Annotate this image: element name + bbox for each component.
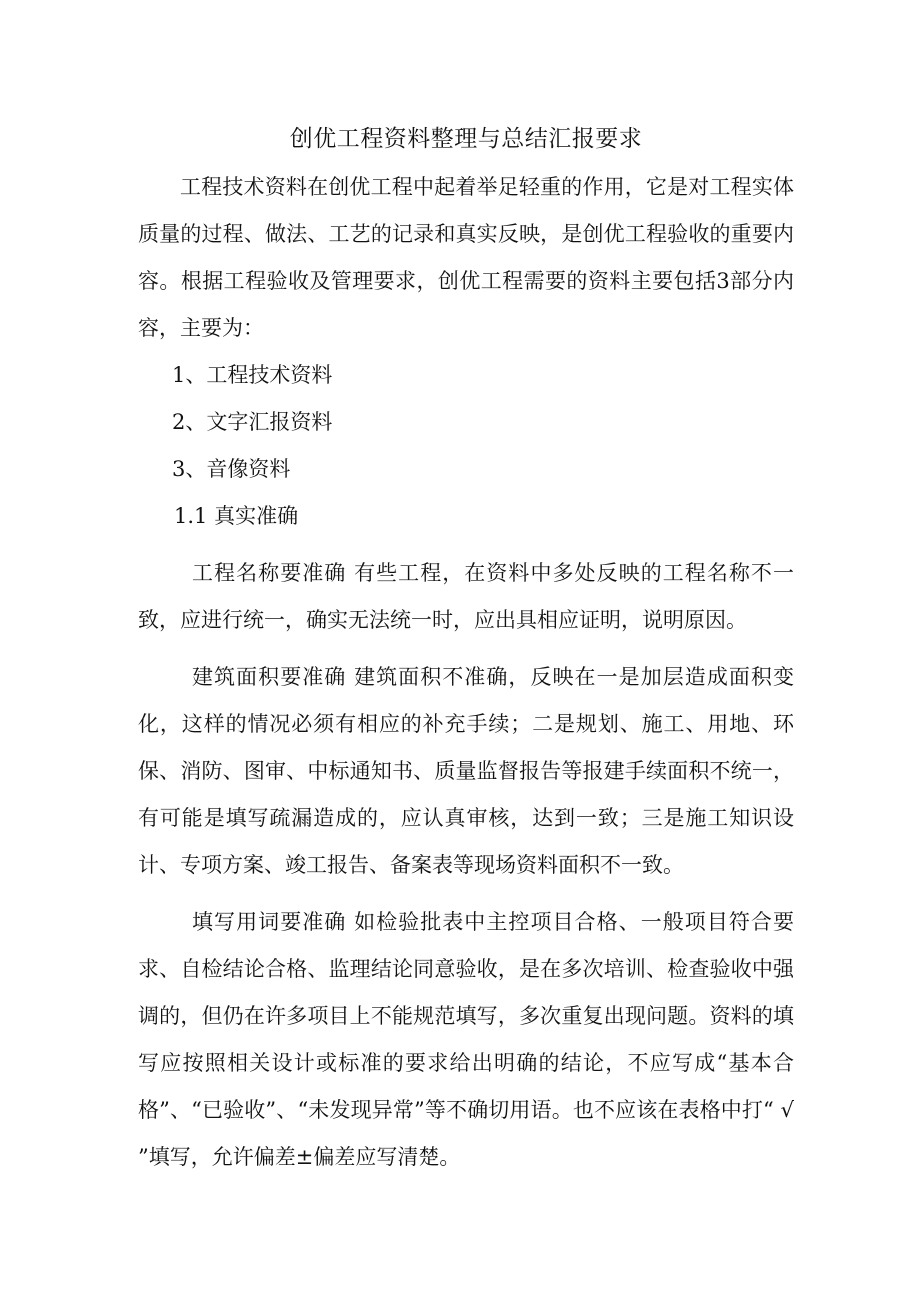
list-item-1: 1、工程技术资料 <box>172 363 333 387</box>
paragraph-project-name: 工程名称要准确 有些工程，在资料中多处反映的工程名称不一致，应进行统一，确实无法统一时，应出具相应证明，说明原因。 <box>138 561 794 632</box>
paragraph-wording: 填写用词要准确 如检验批表中主控项目合格、一般项目符合要求、自检结论合格、监理结论同意验收，是在多次培训、检查验收中强调的，但仍在许多项目上不能规范填写，多次重复出现问题。资料的填写应按照相关设计或标准的要求给出明确的结论，不应写成“基本合格”、“已验收”、“未发现异常”等不确切用语。也不应该在表格中打“ √ ”填写，允许偏差±偏差应写清楚。 <box>138 910 794 1169</box>
document-page <box>138 116 794 1181</box>
intro-paragraph: 工程技术资料在创优工程中起着举足轻重的作用，它是对工程实体质量的过程、做法、工艺的记录和真实反映，是创优工程验收的重要内容。根据工程验收及管理要求，创优工程需要的资料主要包括3部分内容，主要为： <box>138 175 794 340</box>
paragraph-building-area: 建筑面积要准确 建筑面积不准确，反映在一是加层造成面积变化，这样的情况必须有相应的补充手续；二是规划、施工、用地、环保、消防、图审、中标通知书、质量监督报告等报建手续面积不统一，有可能是填写疏漏造成的，应认真审核，达到一致；三是施工知识设计、专项方案、竣工报告、备案表等现场资料面积不一致。 <box>138 665 794 877</box>
list-item-3: 3、音像资料 <box>172 457 291 481</box>
document-title: 创优工程资料整理与总结汇报要求 <box>289 126 643 152</box>
section-heading: 1.1 真实准确 <box>174 504 299 528</box>
list-item-2: 2、文字汇报资料 <box>172 410 333 434</box>
